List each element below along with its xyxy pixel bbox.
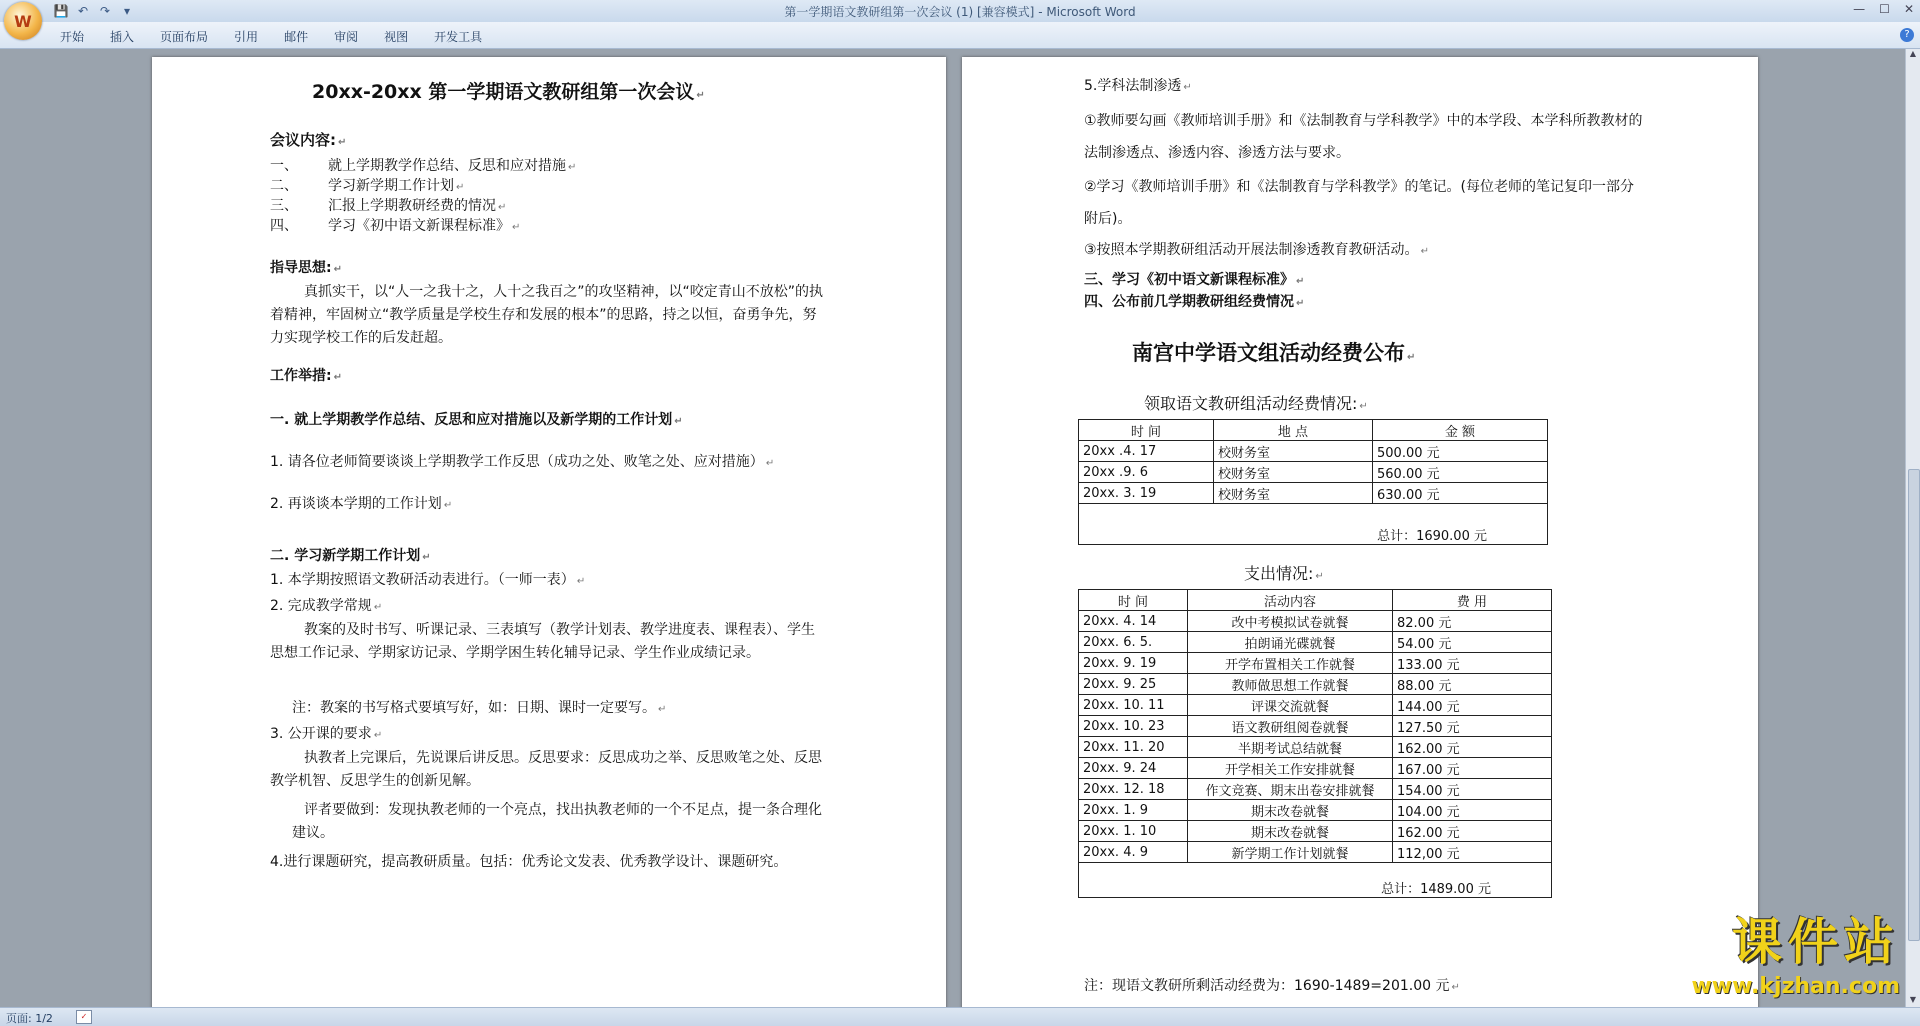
guide-paragraph: 真抓实干，以“人一之我十之，人十之我百之”的攻坚精神，以“咬定青山不放松”的执着精神，牢固树立“教学质量是学校生存和发展的根本”的思路，持之以恒，奋勇争先，努力实现学校工作的后发赶超。 [270,284,824,346]
law-heading: 5.学科法制渗透 ↵ [1084,75,1192,95]
expense-row-11-time: 20xx. 1. 10 [1079,821,1188,842]
expense-table [1078,589,1552,898]
agenda-item-3: 汇报上学期教研经费的情况 ↵ [328,195,506,215]
agenda-item-1: 就上学期教学作总结、反思和应对措施 ↵ [328,155,576,175]
doc-title: 20xx-20xx 第一学期语文教研组第一次会议 ↵ [312,77,705,104]
expense-row-9-activity: 作文竞赛、期末出卷安排就餐 [1188,779,1393,800]
expense-row-4-time: 20xx. 9. 25 [1079,674,1188,695]
section-2-item-4: 4.进行课题研究，提高教研质量。包括：优秀论文发表、优秀教学设计、课题研究。 [270,854,788,870]
watermark-logo [1691,902,1900,999]
income-header-amount: 金 额 [1373,420,1548,441]
expense-header-time: 时 间 [1079,590,1188,611]
document-name: 第一学期语文教研组第一次会议 (1) [兼容模式] [784,5,1035,19]
income-caption: 领取语文教研组活动经费情况: ↵ [1144,391,1368,414]
section-2-note: 注：教案的书写格式要填写好，如：日期、课时一定要写。 ↵ [292,697,666,717]
window-controls [1853,2,1914,16]
tab-insert[interactable]: 插入 [110,30,135,44]
watermark-url: www.kjzhan.com [1691,974,1900,999]
expense-row [1079,779,1552,800]
page-1[interactable] [152,57,946,1007]
income-header-time: 时 间 [1079,420,1214,441]
expense-row-11-cost: 162.00 元 [1393,821,1552,842]
expense-row-8-cost: 167.00 元 [1393,758,1552,779]
income-row-2-time: 20xx .9. 6 [1079,462,1214,483]
expense-row-3-cost: 133.00 元 [1393,653,1552,674]
income-row [1079,483,1548,504]
section-2-heading: 二. 学习新学期工作计划 ↵ [270,545,431,565]
expense-row-7-time: 20xx. 11. 20 [1079,737,1188,758]
tab-references[interactable]: 引用 [234,30,259,44]
office-button[interactable] [4,2,42,40]
agenda-item-4: 学习《初中语文新课程标准》 ↵ [328,215,520,235]
agenda-num-3: 三、 [270,198,298,214]
section-1-item-2: 2. 再谈谈本学期的工作计划 ↵ [270,493,452,513]
scroll-thumb[interactable] [1908,469,1920,941]
expense-row-2-time: 20xx. 6. 5. [1079,632,1188,653]
expense-row-10-activity: 期末改卷就餐 [1188,800,1393,821]
income-total: 总计：1690.00 元 [1079,504,1548,545]
expense-row [1079,653,1552,674]
section-2-item-3: 3. 公开课的要求 ↵ [270,723,382,743]
expense-row-10-cost: 104.00 元 [1393,800,1552,821]
expense-row [1079,737,1552,758]
expense-row [1079,842,1552,863]
expense-header-cost: 费 用 [1393,590,1552,611]
section-2-paragraph-3: 评者要做到：发现执教老师的一个亮点，找出执教老师的一个不足点，提一条合理化建议。 [292,802,822,841]
expense-row-6-time: 20xx. 10. 23 [1079,716,1188,737]
window-title: 第一学期语文教研组第一次会议 (1) [兼容模式] - Microsoft Word [784,5,1136,19]
agenda-num-4: 四、 [270,218,298,234]
tab-home[interactable]: 开始 [60,30,85,44]
expense-row-11-activity: 期末改卷就餐 [1188,821,1393,842]
fund-title: 南宫中学语文组活动经费公布 ↵ [1132,337,1415,367]
expense-row-1-cost: 82.00 元 [1393,611,1552,632]
expense-row [1079,611,1552,632]
undo-icon[interactable]: ↶ [77,4,89,18]
status-bar [0,1007,1920,1026]
expense-row-12-activity: 新学期工作计划就餐 [1188,842,1393,863]
tab-view[interactable]: 视图 [384,30,409,44]
income-row-3-time: 20xx. 3. 19 [1079,483,1214,504]
income-row-2-amount: 560.00 元 [1373,462,1548,483]
section-2-paragraph-1: 教案的及时书写、听课记录、三表填写（教学计划表、教学进度表、课程表）、学生思想工作记录、学期家访记录、学期学困生转化辅导记录、学生作业成绩记录。 [270,622,815,661]
expense-row-6-activity: 语文教研组阅卷就餐 [1188,716,1393,737]
page-indicator[interactable]: 页面: 1/2 [6,1012,53,1025]
expense-row [1079,800,1552,821]
section-4-heading: 四、公布前几学期教研组经费情况 ↵ [1084,291,1304,311]
expense-total-row [1079,863,1552,898]
expense-row [1079,758,1552,779]
income-row-2-place: 校财务室 [1214,462,1373,483]
expense-row-2-activity: 拍朗诵光碟就餐 [1188,632,1393,653]
income-row-3-amount: 630.00 元 [1373,483,1548,504]
minimize-icon[interactable]: — [1853,2,1866,16]
expense-row-1-time: 20xx. 4. 14 [1079,611,1188,632]
customize-qat-icon[interactable]: ▾ [123,4,131,18]
title-bar [0,0,1920,22]
guide-heading: 指导思想: ↵ [270,257,342,277]
income-row-3-place: 校财务室 [1214,483,1373,504]
help-icon[interactable]: ? [1900,28,1914,42]
expense-row-9-time: 20xx. 12. 18 [1079,779,1188,800]
close-icon[interactable]: ✕ [1903,2,1914,16]
law-paragraph-3: ③按照本学期教研组活动开展法制渗透教育教研活动。 ↵ [1084,239,1429,259]
income-row-1-time: 20xx .4. 17 [1079,441,1214,462]
tab-page-layout[interactable]: 页面布局 [160,30,209,44]
agenda-num-2: 二、 [270,178,298,194]
expense-row-2-cost: 54.00 元 [1393,632,1552,653]
law-paragraph-1: ①教师要勾画《教师培训手册》和《法制教育与学科教学》中的本学段、本学科所教教材的法制渗透点、渗透内容、渗透方法与要求。 [1084,113,1643,161]
agenda-item-2: 学习新学期工作计划 ↵ [328,175,464,195]
expense-row-7-cost: 162.00 元 [1393,737,1552,758]
expense-row-12-time: 20xx. 4. 9 [1079,842,1188,863]
income-header-place: 地 点 [1214,420,1373,441]
income-table [1078,419,1548,545]
app-name: Microsoft Word [1046,5,1136,19]
expense-row-9-cost: 154.00 元 [1393,779,1552,800]
scroll-up-icon[interactable]: ▲ [1909,49,1917,58]
expense-row-4-activity: 教师做思想工作就餐 [1188,674,1393,695]
vertical-scrollbar[interactable] [1905,49,1920,1007]
expense-row-5-cost: 144.00 元 [1393,695,1552,716]
expense-row-3-activity: 开学布置相关工作就餐 [1188,653,1393,674]
income-total-row [1079,504,1548,545]
income-row-1-place: 校财务室 [1214,441,1373,462]
income-row [1079,441,1548,462]
section-2-paragraph-2: 执教者上完课后，先说课后讲反思。反思要求：反思成功之举、反思败笔之处、反思教学机智、反思学生的创新见解。 [270,750,822,789]
save-icon[interactable]: 💾 [53,4,69,18]
income-header-row [1079,420,1548,441]
watermark-name: 课件站 [1732,913,1900,971]
expense-header-row [1079,590,1552,611]
tab-developer[interactable]: 开发工具 [434,30,483,44]
expense-row-3-time: 20xx. 9. 19 [1079,653,1188,674]
expense-row-5-time: 20xx. 10. 11 [1079,695,1188,716]
section-3-heading: 三、学习《初中语文新课程标准》 ↵ [1084,269,1304,289]
proofing-icon[interactable]: ✓ [76,1010,92,1024]
redo-icon[interactable]: ↷ [99,4,111,18]
expense-row [1079,821,1552,842]
section-2-item-2: 2. 完成教学常规 ↵ [270,595,382,615]
section-2-item-1: 1. 本学期按照语文教研活动表进行。（一师一表） ↵ [270,569,585,589]
tab-review[interactable]: 审阅 [334,30,359,44]
expense-row [1079,632,1552,653]
ribbon [0,22,1920,49]
law-paragraph-2: ②学习《教师培训手册》和《法制教育与学科教学》的笔记。(每位老师的笔记复印一部分附后)。 [1084,179,1635,227]
expense-row-12-cost: 112,00 元 [1393,842,1552,863]
tab-mailings[interactable]: 邮件 [284,30,309,44]
ribbon-tabs [60,28,508,45]
agenda-heading: 会议内容: ↵ [270,129,346,150]
expense-row-5-activity: 评课交流就餐 [1188,695,1393,716]
office-logo-icon: W [14,11,32,31]
agenda-num-1: 一、 [270,158,298,174]
expense-row [1079,674,1552,695]
expense-row-8-time: 20xx. 9. 24 [1079,758,1188,779]
expense-row-10-time: 20xx. 1. 9 [1079,800,1188,821]
measures-heading: 工作举措: ↵ [270,365,342,385]
expense-row [1079,716,1552,737]
income-row [1079,462,1548,483]
expense-caption: 支出情况: ↵ [1244,561,1324,584]
page-2[interactable] [962,57,1758,1007]
expense-row [1079,695,1552,716]
scroll-down-icon[interactable]: ▼ [1909,995,1917,1004]
section-1-heading: 一. 就上学期教学作总结、反思和应对措施以及新学期的工作计划 ↵ [270,409,683,429]
expense-total: 总计：1489.00 元 [1079,863,1552,898]
expense-row-7-activity: 半期考试总结就餐 [1188,737,1393,758]
section-1-item-1: 1. 请各位老师简要谈谈上学期教学工作反思（成功之处、败笔之处、应对措施） ↵ [270,451,774,471]
final-note: 注：现语文教研所剩活动经费为：1690-1489=201.00 元 ↵ [1084,975,1460,995]
expense-row-8-activity: 开学相关工作安排就餐 [1188,758,1393,779]
document-workspace[interactable] [0,49,1906,1007]
expense-row-1-activity: 改中考模拟试卷就餐 [1188,611,1393,632]
maximize-icon[interactable]: ☐ [1879,2,1890,16]
expense-header-activity: 活动内容 [1188,590,1393,611]
expense-row-4-cost: 88.00 元 [1393,674,1552,695]
expense-row-6-cost: 127.50 元 [1393,716,1552,737]
income-row-1-amount: 500.00 元 [1373,441,1548,462]
